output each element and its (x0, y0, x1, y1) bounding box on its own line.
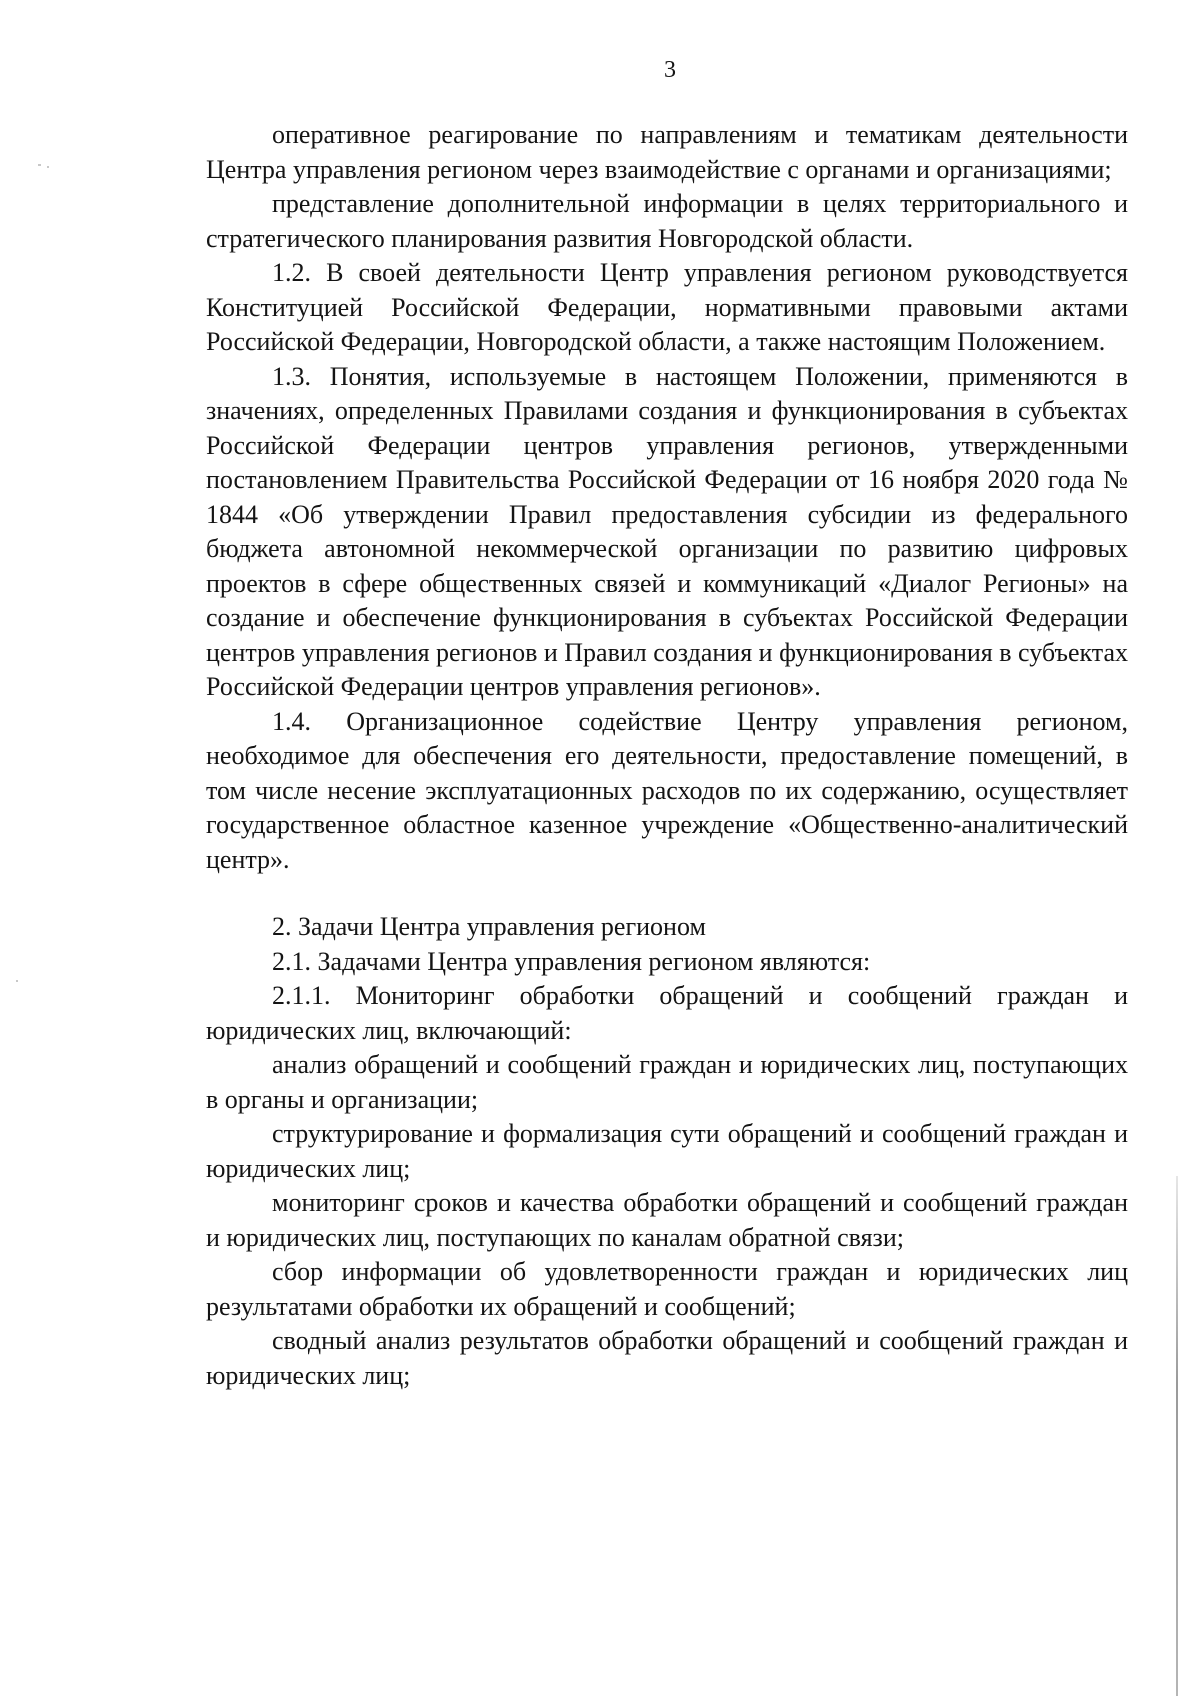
scan-speck (38, 164, 41, 166)
scan-speck (47, 166, 49, 168)
paragraph-1-3: 1.3. Понятия, используемые в настоящем Положении, применяются в значениях, определенных Правилами создания и функционирования в субъектах Российской Федерации центров управления регионов, утвержденными постановлением Правительства Российской Федерации от 16 ноября 2020 года № 1844 «Об утверждении Правил предоставления субсидии из федерального бюджета автономной некоммерческой организации по развитию цифровых проектов в сфере общественных связей и коммуникаций «Диалог Регионы» на создание и обеспечение функционирования в субъектах Российской Федерации центров управления регионов и Правил создания и функционирования в субъектах Российской Федерации центров управления регионов». (206, 361, 1128, 701)
list-item-structuring: структурирование и формализация сути обращений и сообщений граждан и юридических лиц; (206, 1119, 1128, 1183)
paragraph-additional-information: представление дополнительной информации в целях территориального и стратегического планирования развития Новгородской области. (206, 189, 1128, 253)
paragraph-2-1-1: 2.1.1. Мониторинг обработки обращений и сообщений граждан и юридических лиц, включающий: (206, 981, 1128, 1045)
scan-speck (16, 980, 18, 982)
list-item-analysis: анализ обращений и сообщений граждан и юридических лиц, поступающих в органы и организации; (206, 1050, 1128, 1114)
list-item-satisfaction: сбор информации об удовлетворенности граждан и юридических лиц результатами обработки их обращений и сообщений; (206, 1257, 1128, 1321)
section-heading: 2. Задачи Центра управления регионом (272, 912, 706, 941)
document-body (206, 118, 1128, 1393)
paragraph-1-4: 1.4. Организационное содействие Центру управления регионом, необходимое для обеспечения его деятельности, предоставление помещений, в том числе несение эксплуатационных расходов по их содержанию, осуществляет государственное областное казенное учреждение «Общественно-аналитический центр». (206, 706, 1128, 874)
paragraph-2-1: 2.1. Задачами Центра управления регионом являются: (272, 946, 871, 976)
paragraph-1-2: 1.2. В своей деятельности Центр управления регионом руководствуется Конституцией Российской Федерации, нормативными правовыми актами Российской Федерации, Новгородской области, а также настоящим Положением. (206, 258, 1128, 356)
paragraph-operational-response: оперативное реагирование по направлениям и тематикам деятельности Центра управления регионом через взаимодействие с органами и организациями; (206, 120, 1128, 184)
list-item-monitoring: мониторинг сроков и качества обработки обращений и сообщений граждан и юридических лиц, поступающих по каналам обратной связи; (206, 1188, 1128, 1252)
list-item-summary-analysis: сводный анализ результатов обработки обращений и сообщений граждан и юридических лиц; (206, 1326, 1128, 1390)
page-number: 3 (664, 57, 676, 83)
scan-edge-line (1176, 1176, 1178, 1696)
